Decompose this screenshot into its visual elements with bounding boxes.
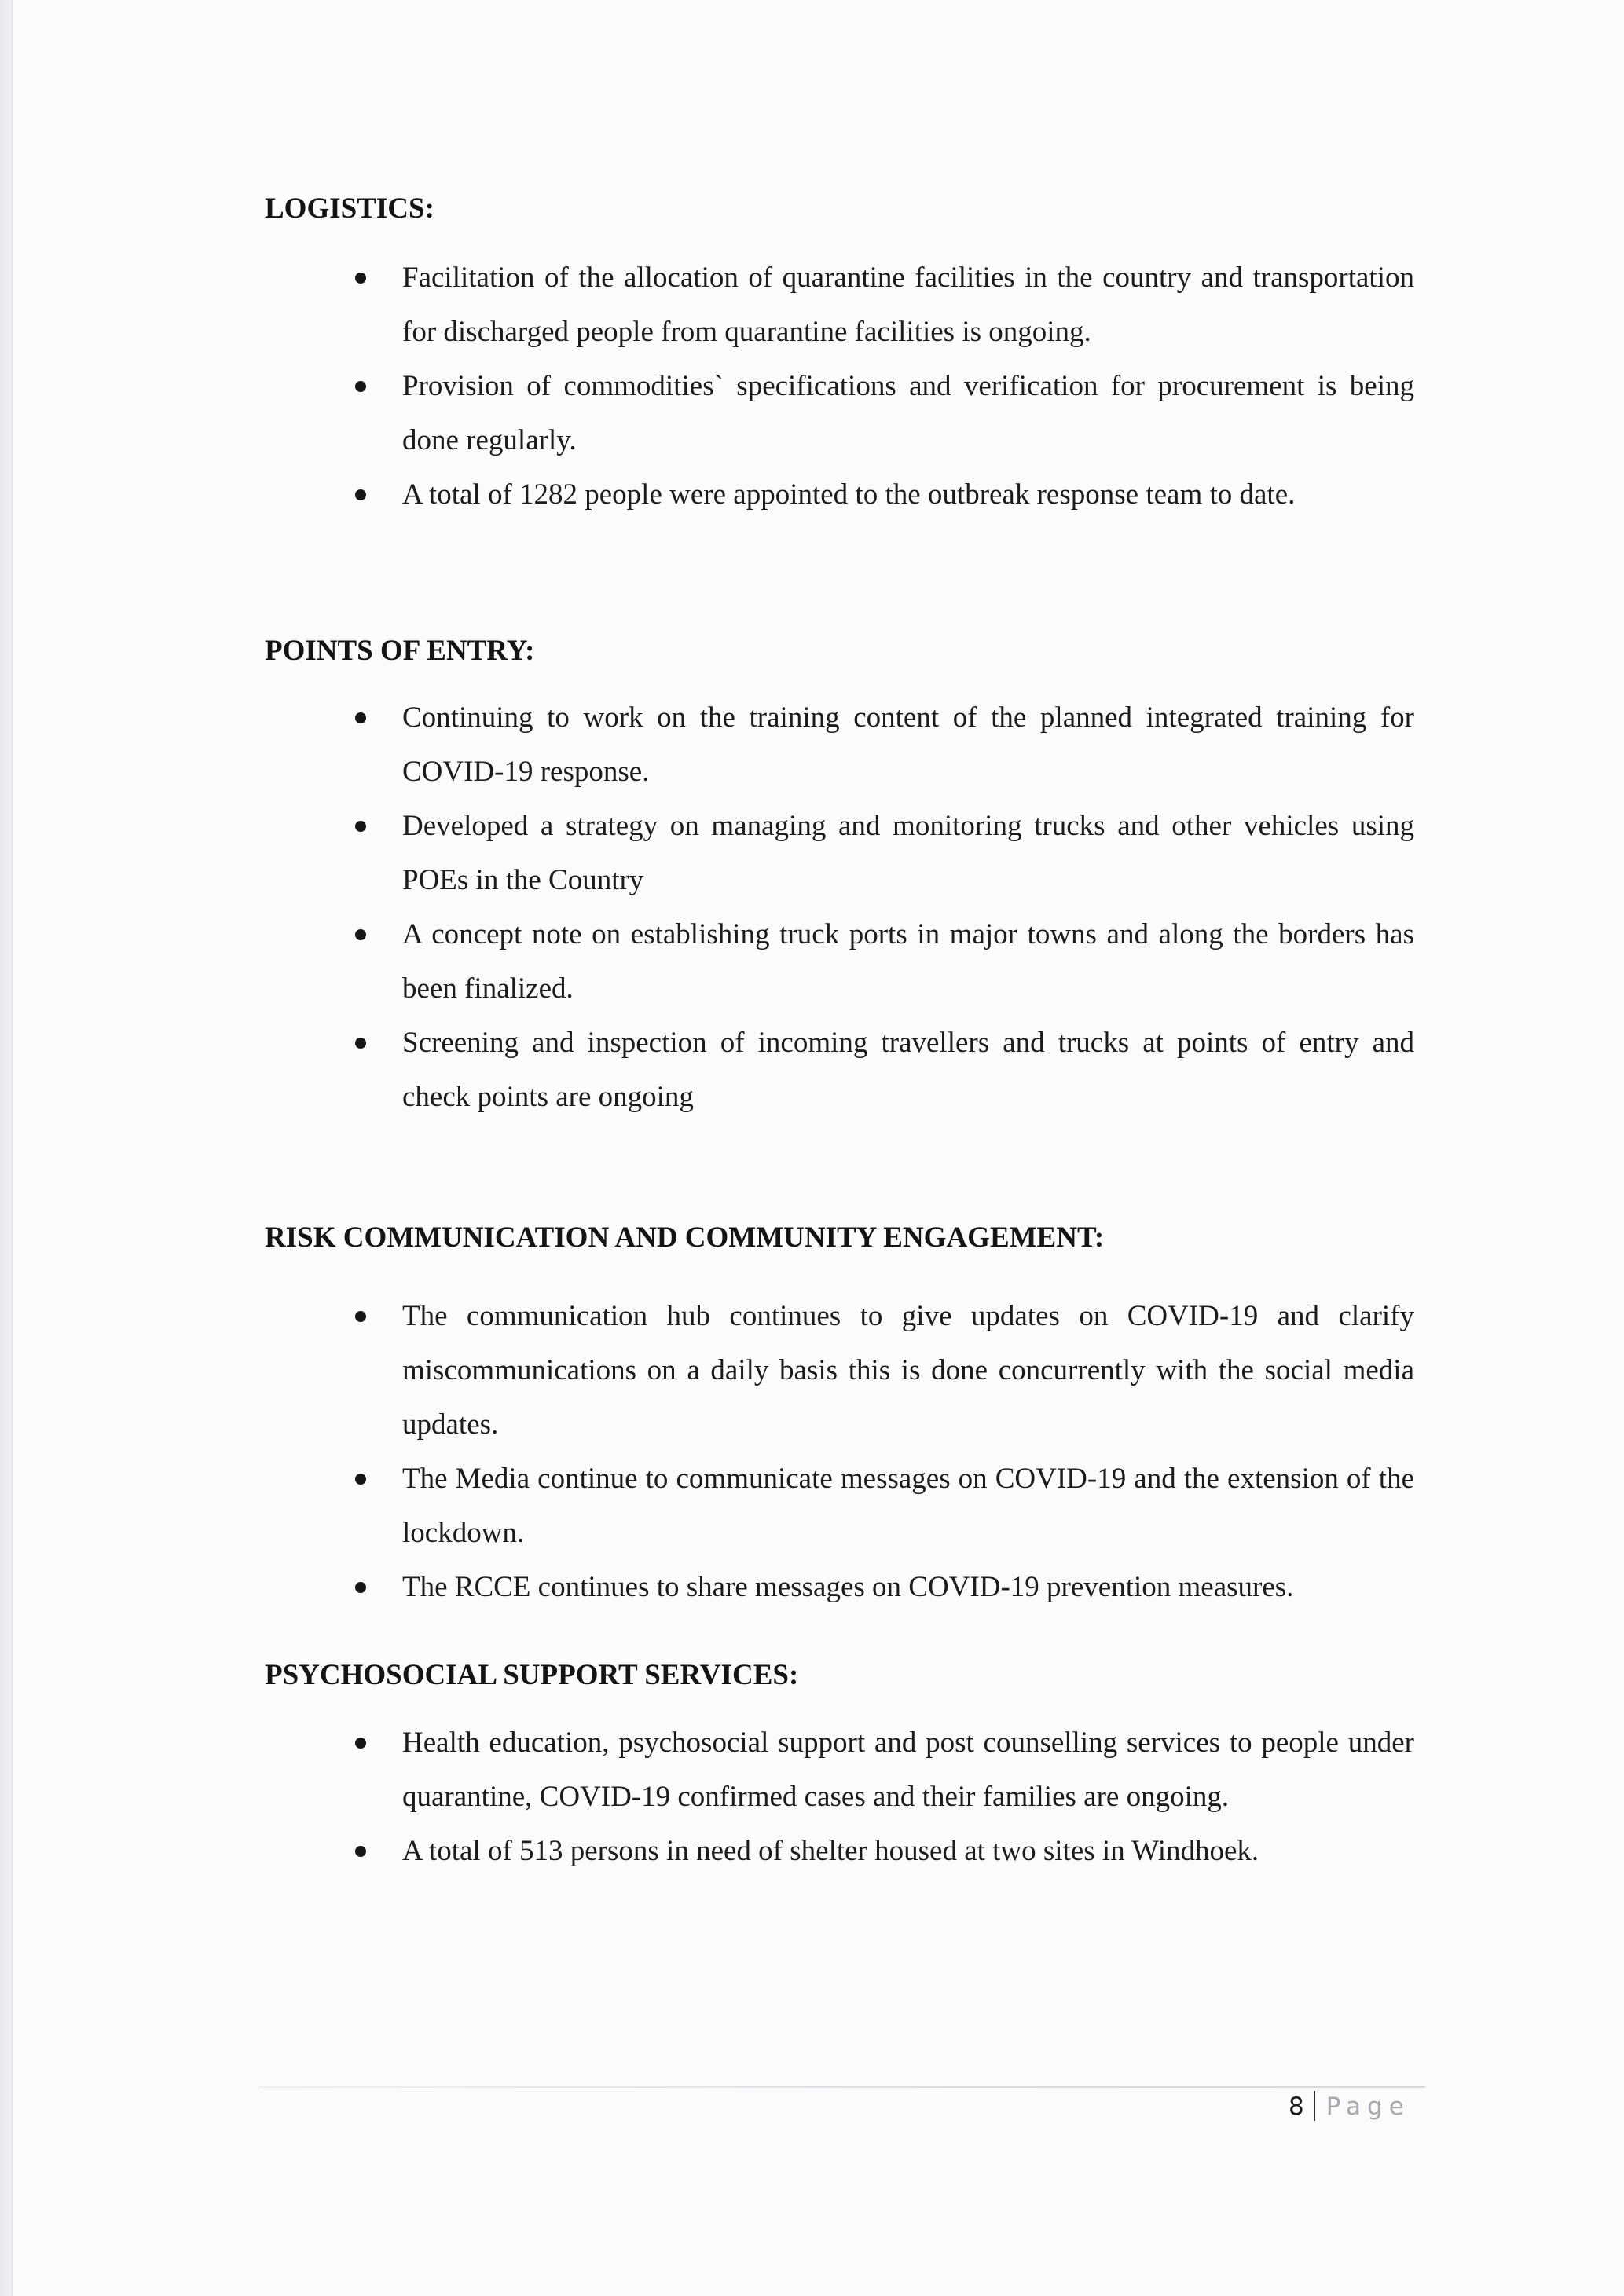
bullet-icon [355,929,366,940]
section-heading-psychosocial-support: PSYCHOSOCIAL SUPPORT SERVICES: [265,1659,799,1691]
scan-margin [0,0,13,2296]
list-item [346,799,1414,907]
page-separator [1314,2091,1315,2121]
list-item-text: Provision of commodities` specifications and verification for procurement is being done regularly. [402,370,1414,456]
bullet-icon [355,1738,366,1749]
bullet-icon [355,1474,366,1485]
section-heading-points-of-entry: POINTS OF ENTRY: [265,635,535,667]
list-item [346,1016,1414,1124]
bullet-icon [355,381,366,392]
bullet-icon [355,1311,366,1322]
footer-divider [259,2086,1425,2088]
list-item [346,251,1414,359]
list-item-text: Continuing to work on the training content of the planned integrated training for COVID-19 response. [402,701,1414,788]
list-item [346,1452,1414,1560]
list-item-text: The communication hub continues to give updates on COVID-19 and clarify miscommunications on a daily basis this is done concurrently with the social media updates. [402,1300,1414,1441]
list-item-text: A total of 513 persons in need of shelter housed at two sites in Windhoek. [402,1835,1259,1867]
list-item-text: Health education, psychosocial support and post counselling services to people under quarantine, COVID-19 confirmed cases and their families are ongoing. [402,1727,1414,1813]
risk-communication-list [346,1289,1414,1614]
list-item [346,1824,1414,1878]
list-item-text: The Media continue to communicate messages on COVID-19 and the extension of the lockdown. [402,1463,1414,1549]
list-item-text: Developed a strategy on managing and monitoring trucks and other vehicles using POEs in the Country [402,810,1414,896]
bullet-icon [355,1582,366,1593]
list-item [346,359,1414,467]
section-heading-logistics: LOGISTICS: [265,192,434,225]
page-label: Page [1325,2093,1410,2121]
list-item-text: A concept note on establishing truck ports in major towns and along the borders has been finalized. [402,918,1414,1005]
list-item-text: Facilitation of the allocation of quarantine facilities in the country and transportation for discharged people from quarantine facilities is ongoing. [402,262,1414,348]
page-number-value: 8 [1289,2093,1304,2121]
points-of-entry-list [346,690,1414,1124]
section-heading-risk-communication: RISK COMMUNICATION AND COMMUNITY ENGAGEMENT: [265,1221,1105,1254]
list-item-text: The RCCE continues to share messages on COVID-19 prevention measures. [402,1571,1294,1603]
psychosocial-support-list [346,1716,1414,1878]
list-item [346,1560,1414,1614]
list-item [346,1289,1414,1452]
bullet-icon [355,1846,366,1857]
list-item-text: A total of 1282 people were appointed to the outbreak response team to date. [402,478,1296,511]
bullet-icon [355,821,366,832]
list-item-text: Screening and inspection of incoming travellers and trucks at points of entry and check points are ongoing [402,1027,1414,1113]
list-item [346,467,1414,522]
bullet-icon [355,489,366,500]
bullet-icon [355,712,366,723]
page-number [1289,2091,1410,2122]
list-item [346,907,1414,1016]
list-item [346,690,1414,799]
logistics-list [346,251,1414,522]
list-item [346,1716,1414,1824]
bullet-icon [355,1038,366,1049]
bullet-icon [355,273,366,284]
